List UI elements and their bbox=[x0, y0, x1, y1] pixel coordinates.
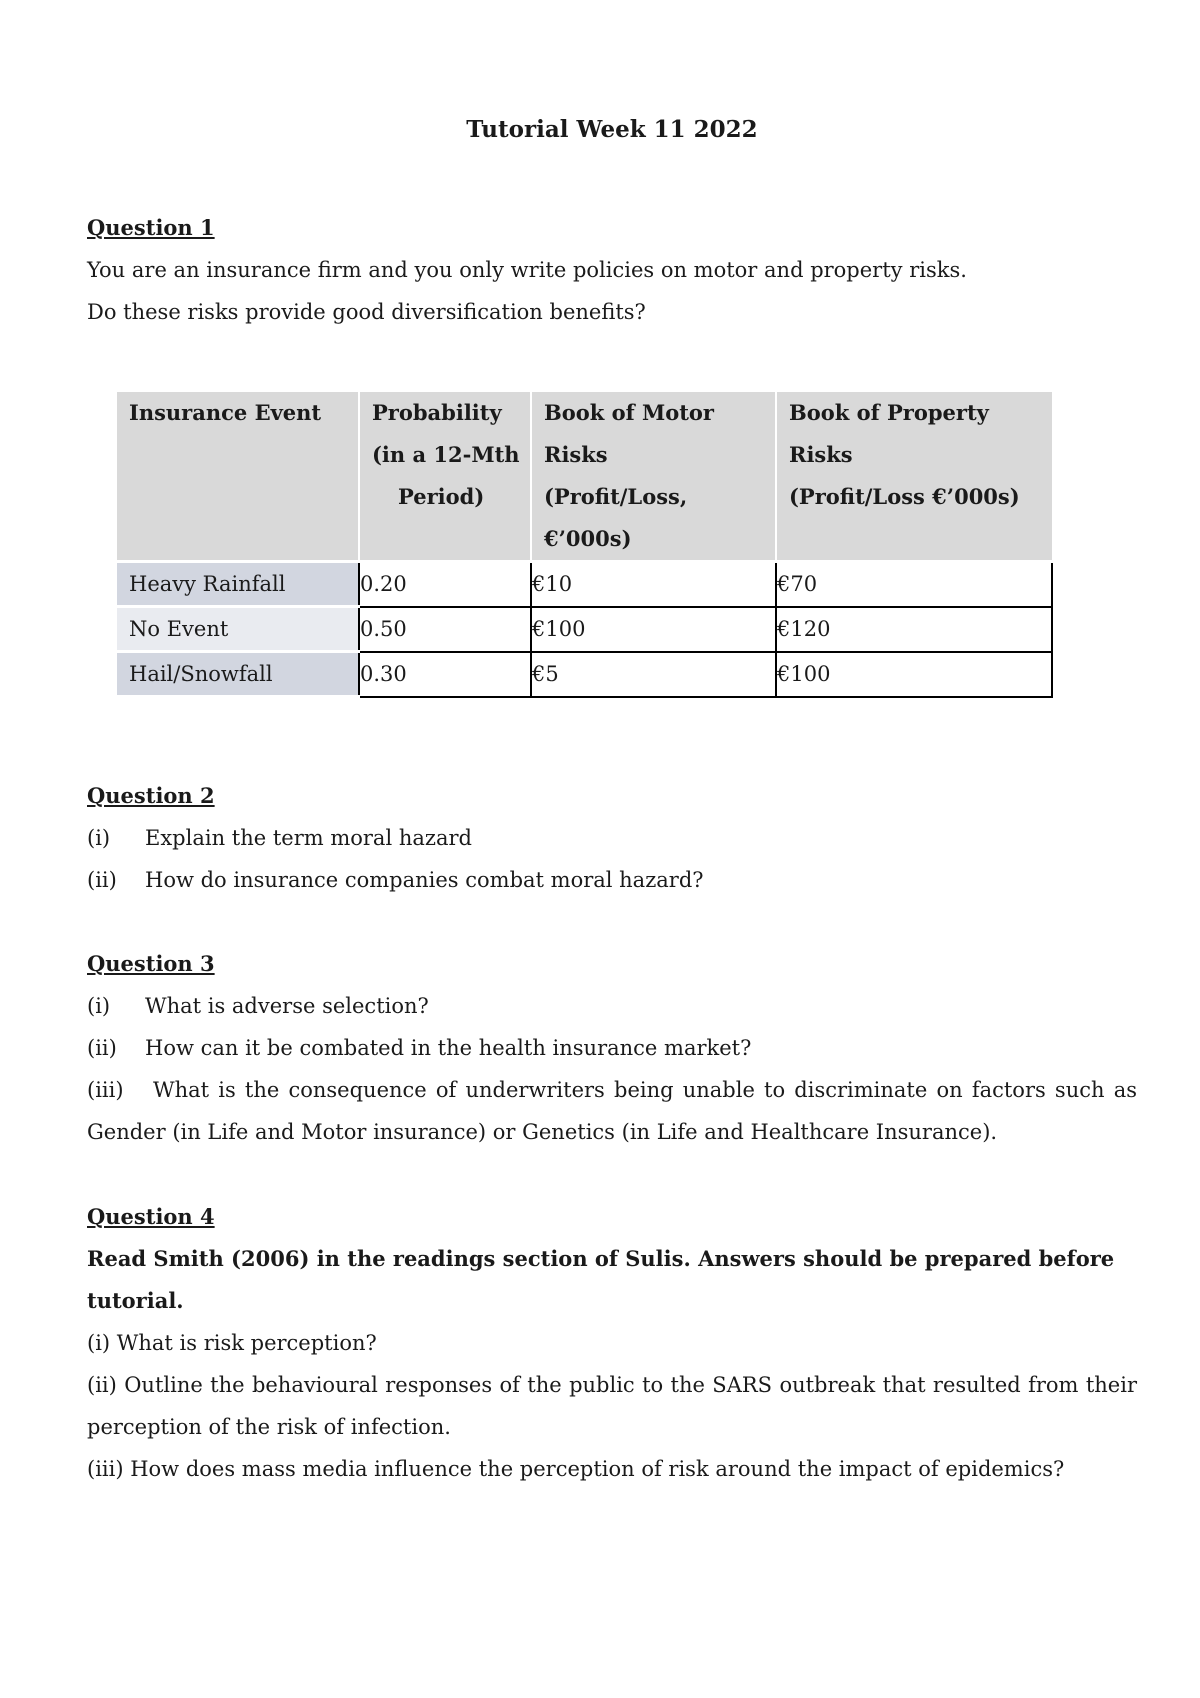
table-row bbox=[117, 607, 1052, 652]
table-header-row bbox=[117, 392, 1052, 562]
question-4-heading: Question 4 bbox=[87, 1204, 215, 1229]
question-1-line-2: Do these risks provide good diversification benefits? bbox=[87, 300, 646, 324]
list-item bbox=[87, 817, 1137, 859]
table-row bbox=[117, 562, 1052, 607]
question-3-heading: Question 3 bbox=[87, 951, 215, 976]
page-title: Tutorial Week 11 2022 bbox=[466, 116, 758, 143]
list-item bbox=[87, 1069, 1137, 1153]
question-1-line-1: You are an insurance firm and you only write policies on motor and property risks. bbox=[87, 258, 967, 282]
list-item-text: What is the consequence of underwriters being unable to discriminate on factors such as Gender (in Life and Motor insurance) or Genetics (in Life and Healthcare Insurance). bbox=[87, 1078, 1137, 1144]
question-1-heading: Question 1 bbox=[87, 215, 215, 240]
table-cell: 0.20 bbox=[359, 562, 531, 607]
list-marker: (ii) bbox=[87, 868, 117, 892]
list-marker: (i) bbox=[87, 994, 111, 1018]
table-cell: €120 bbox=[776, 607, 1052, 652]
list-item: (iii) How does mass media influence the perception of risk around the impact of epidemics? bbox=[87, 1457, 1065, 1481]
list-item: (ii) Outline the behavioural responses of the public to the SARS outbreak that resulted from their perception of the risk of infection. bbox=[87, 1373, 1137, 1439]
list-item bbox=[87, 859, 1137, 901]
table-header-probability: Probability (in a 12-Mth Period) bbox=[359, 392, 531, 562]
list-item-text: How can it be combated in the health insurance market? bbox=[145, 1036, 752, 1060]
table-cell: 0.50 bbox=[359, 607, 531, 652]
question-3 bbox=[87, 943, 1137, 1153]
table-cell: €10 bbox=[531, 562, 776, 607]
table-cell: 0.30 bbox=[359, 652, 531, 697]
table-header-motor: Book of Motor Risks (Profit/Loss, €’000s) bbox=[531, 392, 776, 562]
table-header-property: Book of Property Risks (Profit/Loss €’000s) bbox=[776, 392, 1052, 562]
table-row bbox=[117, 652, 1052, 697]
list-item-text: Explain the term moral hazard bbox=[145, 826, 472, 850]
list-item-text: How do insurance companies combat moral hazard? bbox=[145, 868, 704, 892]
list-marker: (iii) bbox=[87, 1078, 124, 1102]
table-cell: €70 bbox=[776, 562, 1052, 607]
table-header-event: Insurance Event bbox=[117, 392, 359, 562]
question-1 bbox=[87, 207, 1137, 333]
table-cell: €5 bbox=[531, 652, 776, 697]
list-marker: (i) bbox=[87, 826, 111, 850]
list-item: (i) What is risk perception? bbox=[87, 1331, 377, 1355]
list-item-text: What is adverse selection? bbox=[145, 994, 429, 1018]
list-item bbox=[87, 985, 1137, 1027]
question-4 bbox=[87, 1196, 1137, 1490]
table-cell: €100 bbox=[531, 607, 776, 652]
table-cell: €100 bbox=[776, 652, 1052, 697]
table-cell: No Event bbox=[117, 607, 359, 652]
list-item bbox=[87, 1027, 1137, 1069]
table-cell: Heavy Rainfall bbox=[117, 562, 359, 607]
risk-table bbox=[117, 392, 1053, 698]
question-4-instruction: Read Smith (2006) in the readings section of Sulis. Answers should be prepared before tutorial. bbox=[87, 1246, 1115, 1313]
question-2-heading: Question 2 bbox=[87, 783, 215, 808]
list-marker: (ii) bbox=[87, 1036, 117, 1060]
question-2 bbox=[87, 775, 1137, 901]
table-cell: Hail/Snowfall bbox=[117, 652, 359, 697]
